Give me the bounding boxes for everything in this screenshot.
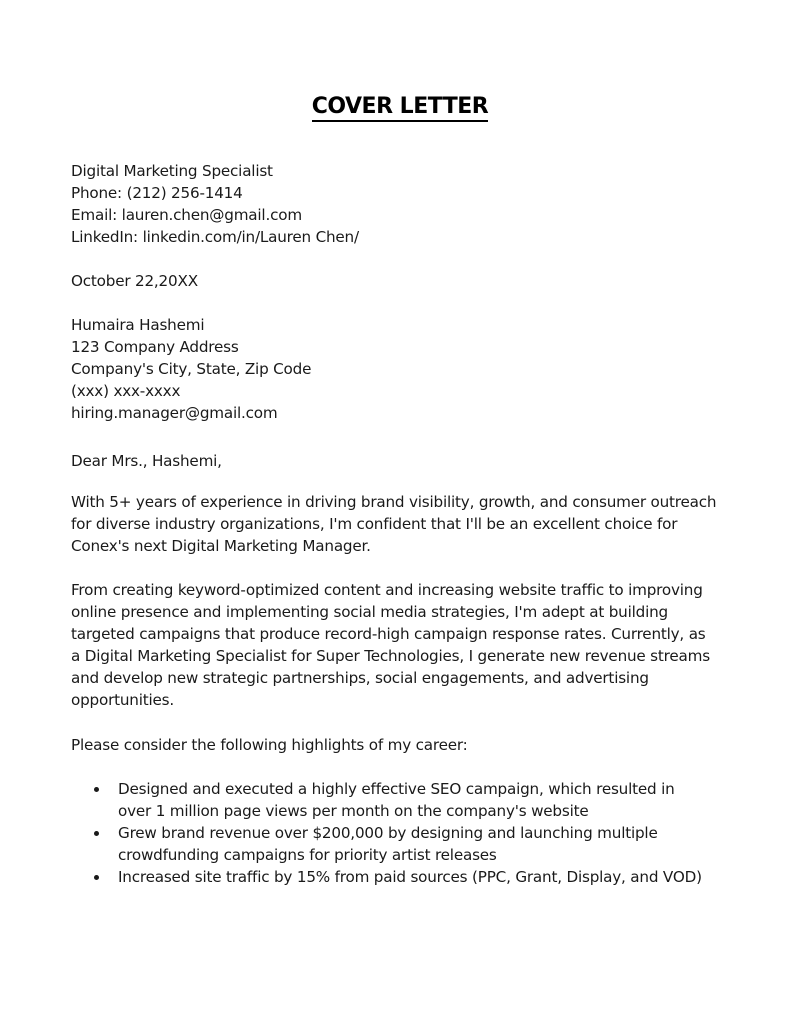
paragraph-highlights-intro bbox=[71, 734, 741, 756]
bullet-icon bbox=[94, 831, 99, 836]
title-text: COVER LETTER bbox=[312, 94, 488, 122]
sender-phone: Phone: (212) 256-1414 bbox=[71, 184, 243, 202]
highlight-item bbox=[71, 778, 751, 822]
highlight-line: crowdfunding campaigns for priority artist releases bbox=[118, 846, 497, 864]
bullet-icon bbox=[94, 787, 99, 792]
highlight-line: over 1 million page views per month on the company's website bbox=[118, 802, 589, 820]
paragraph-line: From creating keyword-optimized content and increasing website traffic to improving bbox=[71, 581, 703, 599]
document-title bbox=[0, 94, 800, 122]
highlight-item bbox=[71, 822, 751, 866]
recipient-address: 123 Company Address bbox=[71, 338, 239, 356]
sender-linkedin: LinkedIn: linkedin.com/in/Lauren Chen/ bbox=[71, 228, 359, 246]
letter-date bbox=[71, 270, 741, 292]
paragraph-line: a Digital Marketing Specialist for Super Technologies, I generate new revenue streams bbox=[71, 647, 710, 665]
paragraph-line: With 5+ years of experience in driving brand visibility, growth, and consumer outreach bbox=[71, 493, 717, 511]
recipient-name: Humaira Hashemi bbox=[71, 316, 205, 334]
paragraph-line: online presence and implementing social media strategies, I'm adept at building bbox=[71, 603, 668, 621]
highlight-item bbox=[71, 866, 751, 888]
highlight-line: Grew brand revenue over $200,000 by designing and launching multiple bbox=[118, 824, 658, 842]
sender-email: Email: lauren.chen@gmail.com bbox=[71, 206, 302, 224]
bullet-icon bbox=[94, 875, 99, 880]
salutation bbox=[71, 450, 741, 472]
highlight-line: Designed and executed a highly effective SEO campaign, which resulted in bbox=[118, 780, 675, 798]
paragraph-line: targeted campaigns that produce record-high campaign response rates. Currently, as bbox=[71, 625, 706, 643]
paragraph-line: opportunities. bbox=[71, 691, 174, 709]
paragraph-line: for diverse industry organizations, I'm confident that I'll be an excellent choice for bbox=[71, 515, 678, 533]
paragraph-experience bbox=[71, 579, 741, 711]
highlight-line: Increased site traffic by 15% from paid sources (PPC, Grant, Display, and VOD) bbox=[118, 868, 702, 886]
recipient-phone: (xxx) xxx-xxxx bbox=[71, 382, 181, 400]
paragraph-line: Conex's next Digital Marketing Manager. bbox=[71, 537, 371, 555]
paragraph-intro bbox=[71, 491, 741, 557]
recipient-city-state-zip: Company's City, State, Zip Code bbox=[71, 360, 312, 378]
recipient-email: hiring.manager@gmail.com bbox=[71, 404, 278, 422]
paragraph-line: and develop new strategic partnerships, social engagements, and advertising bbox=[71, 669, 649, 687]
date-text: October 22,20XX bbox=[71, 272, 198, 290]
sender-job-title: Digital Marketing Specialist bbox=[71, 162, 273, 180]
highlights-list bbox=[71, 778, 751, 888]
recipient-info bbox=[71, 314, 741, 424]
paragraph-line: Please consider the following highlights of my career: bbox=[71, 736, 468, 754]
sender-info bbox=[71, 160, 741, 248]
salutation-text: Dear Mrs., Hashemi, bbox=[71, 452, 222, 470]
